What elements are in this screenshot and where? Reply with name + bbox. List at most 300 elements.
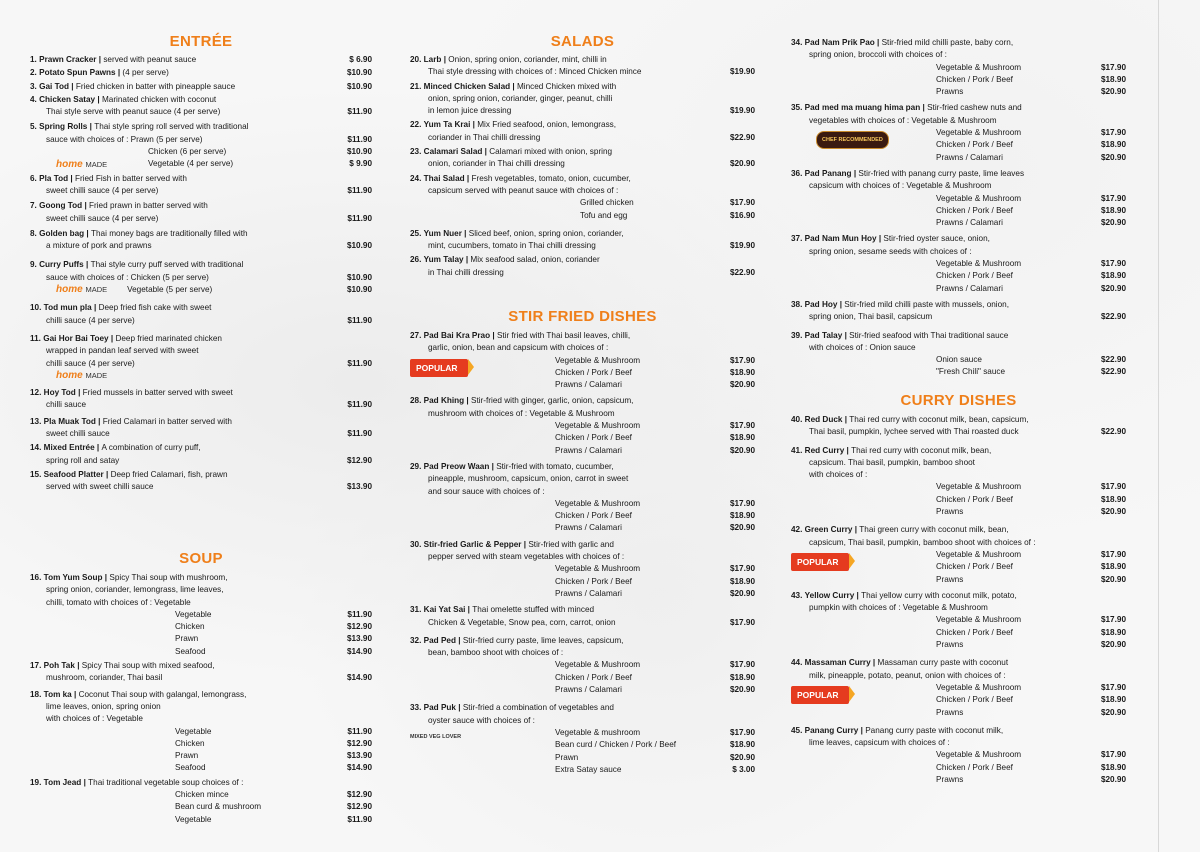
option-row (791, 707, 1126, 719)
entree-list (30, 54, 372, 494)
menu-item-description: capsicum served with peanut sauce with choices of : (428, 185, 619, 195)
option-price: $20.90 (1100, 283, 1126, 293)
menu-item-line (30, 259, 372, 271)
menu-item-name: Yum Talay (423, 255, 464, 265)
menu-item-desc (30, 94, 372, 106)
menu-item-number: 20. (410, 55, 422, 64)
menu-item-name: Seafood Platter (43, 469, 104, 479)
menu-item-line (410, 54, 755, 66)
menu-item-line (30, 106, 372, 118)
menu-item-options (791, 749, 1126, 786)
menu-item-options (410, 563, 755, 600)
option-row (30, 284, 372, 296)
option-price: $17.90 (1100, 193, 1126, 203)
menu-item-price: $14.90 (346, 673, 372, 683)
menu-item-name: Mixed Entrée (43, 443, 95, 453)
menu-item-price: $10.90 (346, 272, 372, 282)
menu-item-price: $12.90 (346, 455, 372, 465)
option-row (410, 764, 755, 776)
menu-item-line (30, 689, 372, 701)
menu-item-desc (30, 121, 372, 133)
option-label: Vegetable & mushroom (555, 727, 641, 737)
separator: | (842, 415, 850, 424)
menu-item-name: Massaman Curry (804, 658, 871, 668)
option-row (791, 62, 1126, 74)
option-row (30, 726, 372, 738)
menu-item-line (410, 647, 755, 659)
menu-item-line (410, 395, 755, 407)
homemade-script: home (56, 284, 83, 296)
separator: | (103, 469, 111, 479)
chef-recommended-badge: CHEF RECOMMENDED (816, 131, 889, 149)
option-price: $11.90 (347, 814, 372, 824)
curry-heading: CURRY DISHES (900, 392, 1017, 409)
option-price: $13.90 (346, 634, 372, 644)
menu-item (30, 387, 372, 412)
menu-item-line (30, 81, 372, 93)
menu-item (791, 524, 1126, 585)
menu-item-number: 7. (30, 201, 37, 211)
menu-item-options (791, 354, 1126, 379)
menu-item-name: Gai Tod (39, 81, 69, 91)
option-row (410, 659, 755, 671)
menu-item-name: Gai Hor Bai Toey (43, 333, 109, 343)
option-label: Vegetable (175, 726, 212, 736)
menu-item-description: Sliced beef, onion, spring onion, coriander, (468, 228, 624, 238)
option-row (791, 205, 1126, 217)
menu-item (30, 173, 372, 198)
menu-item-options (791, 193, 1126, 230)
menu-item-description: Coconut Thai soup with galangal, lemongrass, (78, 689, 247, 699)
menu-item-name: Spring Rolls (39, 122, 88, 132)
menu-item-line (410, 342, 755, 354)
option-row (791, 152, 1126, 164)
separator: | (455, 635, 463, 645)
menu-item-desc (410, 228, 755, 240)
option-row (410, 420, 755, 432)
menu-item (30, 777, 372, 826)
menu-item-desc (410, 635, 755, 647)
menu-item-number: 10. (30, 303, 42, 313)
menu-item-desc (791, 725, 1126, 737)
menu-item-line (30, 134, 372, 146)
menu-item-line (30, 442, 372, 454)
menu-item-number: 25. (410, 228, 422, 238)
menu-item-line (791, 725, 1126, 737)
menu-item-price: $11.90 (347, 400, 372, 410)
menu-item-description: Deep fried fish cake with sweet (98, 303, 212, 313)
menu-item-number: 24. (410, 173, 422, 183)
menu-item-line (410, 105, 755, 117)
menu-item-description: with choices of : Vegetable (46, 714, 143, 724)
menu-item-line (410, 93, 755, 105)
menu-item-number: 13. (30, 416, 42, 426)
option-label: Vegetable & Mushroom (936, 750, 1022, 760)
menu-item-name: Pad Puk (423, 703, 456, 713)
menu-item-line (30, 660, 372, 672)
menu-item-description: Stir-fried mild chilli paste with mussels, onion, (844, 299, 1009, 309)
option-row (30, 158, 372, 170)
separator: | (95, 416, 103, 426)
menu-item-line (410, 158, 755, 170)
entree-heading: ENTRÉE (169, 33, 233, 50)
menu-item (30, 228, 372, 253)
menu-item-line (30, 272, 372, 284)
menu-item-number: 8. (30, 228, 37, 238)
menu-item-description: Thai yellow curry with coconut milk, potato, (861, 590, 1017, 600)
menu-item-price: $11.90 (347, 429, 372, 439)
option-price: $18.90 (1100, 695, 1126, 705)
menu-item-desc (791, 524, 1126, 536)
homemade-suffix: MADE (85, 285, 108, 295)
salads-heading: SALADS (550, 33, 615, 50)
menu-item (410, 81, 755, 118)
menu-item-description: chilli, tomato with choices of : Vegetable (46, 597, 191, 607)
soup-list (30, 572, 372, 826)
menu-item-desc (410, 119, 755, 131)
option-label: Onion sauce (936, 355, 982, 365)
menu-item-number: 39. (791, 330, 803, 340)
menu-item-number: 35. (791, 103, 803, 113)
menu-item-number: 40. (791, 415, 803, 424)
popular-badge: POPULAR (791, 553, 849, 571)
option-row (410, 588, 755, 600)
option-price: $18.90 (729, 511, 755, 521)
menu-item-description: chilli sauce (4 per serve) (46, 358, 135, 368)
menu-item-desc (791, 445, 1126, 457)
menu-item-name: Curry Puffs (39, 260, 84, 270)
menu-item-options (791, 682, 1126, 719)
option-label: Grilled chicken (580, 198, 634, 208)
option-row (410, 379, 755, 391)
option-label: Vegetable (5 per serve) (127, 285, 213, 295)
option-price: $17.90 (1100, 615, 1126, 625)
option-label: Vegetable & Mushroom (936, 482, 1022, 492)
menu-item-options (410, 727, 755, 776)
menu-item-options (30, 789, 372, 826)
option-label: Chicken / Pork / Beef (936, 205, 1013, 215)
option-label: Prawns (936, 574, 964, 584)
menu-item-name: Pad Talay (804, 330, 843, 340)
option-row (410, 727, 755, 739)
option-price: $17.90 (1100, 482, 1126, 492)
menu-item-number: 1. (30, 55, 37, 64)
menu-item-number: 2. (30, 68, 37, 78)
option-label: Bean curd / Chicken / Pork / Beef (555, 740, 677, 750)
menu-item-number: 5. (30, 122, 37, 132)
menu-item-line (30, 240, 372, 252)
menu-item-description: Fried mussels in batter served with sweet (82, 388, 233, 398)
separator: | (465, 605, 473, 615)
menu-item-name: Yum Ta Krai (423, 120, 471, 130)
menu-item-line (791, 168, 1126, 180)
menu-item-line (30, 67, 372, 79)
option-row (791, 614, 1126, 626)
option-label: Chicken / Pork / Beef (936, 140, 1013, 150)
menu-item-desc (30, 67, 340, 79)
menu-item-line (30, 121, 372, 133)
option-row (791, 74, 1126, 86)
option-label: Prawn (175, 751, 199, 761)
option-label: Prawns / Calamari (936, 218, 1003, 228)
menu-item-desc (410, 702, 755, 714)
option-row (30, 750, 372, 762)
option-label: Chicken / Pork / Beef (555, 511, 632, 521)
option-price: $17.90 (1100, 62, 1126, 72)
menu-item-line (410, 173, 755, 185)
option-price: $20.90 (1100, 775, 1126, 785)
option-row (791, 749, 1126, 761)
option-price: $17.90 (1100, 750, 1126, 760)
menu-item (30, 121, 372, 170)
menu-item-options (30, 726, 372, 775)
option-row (410, 522, 755, 534)
menu-item-desc (410, 254, 755, 266)
menu-item-description: with choices of : (809, 470, 868, 480)
menu-item-line (791, 445, 1126, 457)
menu-item (410, 54, 755, 79)
menu-item-description: Massaman curry paste with coconut (877, 658, 1009, 668)
menu-item-description: Stir-fried oyster sauce, onion, (883, 234, 990, 244)
menu-item-description: sweet chilli sauce (46, 429, 110, 439)
option-label: Chicken / Pork / Beef (936, 494, 1013, 504)
menu-item-price: $22.90 (1100, 427, 1126, 437)
menu-item-number: 27. (410, 331, 422, 340)
menu-item-description: Stir-fried with panang curry paste, lime leaves (858, 168, 1025, 178)
option-price: $12.90 (346, 622, 372, 632)
menu-item-description: Thai red curry with coconut milk, bean, capsicum, (849, 415, 1029, 424)
menu-item (30, 81, 372, 93)
option-price: $17.90 (729, 355, 755, 365)
menu-item-number: 18. (30, 689, 42, 699)
menu-item-name: Larb (423, 55, 442, 64)
menu-item-name: Potato Spun Pawns (39, 68, 116, 78)
menu-item-options (410, 197, 755, 222)
menu-item-line (791, 590, 1126, 602)
option-price: $17.90 (729, 421, 755, 431)
menu-item (410, 228, 755, 253)
menu-item-line (410, 267, 755, 279)
option-price: $17.90 (729, 660, 755, 670)
menu-item-price: $20.90 (729, 159, 755, 169)
option-price: $18.90 (1100, 762, 1126, 772)
menu-item-number: 31. (410, 605, 422, 615)
menu-item-price: $10.90 (346, 241, 372, 251)
menu-item (410, 461, 755, 535)
separator: | (837, 299, 845, 309)
menu-item-line (791, 426, 1126, 438)
option-row (791, 258, 1126, 270)
menu-item-price: $11.90 (347, 185, 372, 195)
option-label: Vegetable (4 per serve) (148, 159, 234, 169)
option-label: Prawns / Calamari (555, 523, 622, 533)
option-label: Prawns (936, 707, 964, 717)
menu-item-description: pineapple, mushroom, capsicum, onion, carrot in sweet (428, 474, 629, 484)
menu-item-price: $17.90 (729, 617, 755, 627)
option-label: Seafood (175, 646, 206, 656)
menu-item-name: Hoy Tod (43, 388, 76, 398)
menu-item (410, 539, 755, 600)
menu-item-number: 43. (791, 590, 803, 600)
menu-item-name: Prawn Cracker (39, 55, 97, 64)
menu-item-desc (410, 395, 755, 407)
option-price: $18.90 (1100, 205, 1126, 215)
menu-item-number: 29. (410, 461, 422, 471)
menu-item-number: 42. (791, 525, 803, 535)
menu-item-line (791, 537, 1126, 549)
menu-item-desc (30, 173, 372, 185)
menu-item-name: Minced Chicken Salad (423, 81, 511, 91)
menu-item-line (410, 81, 755, 93)
menu-item-line (410, 715, 755, 727)
option-row (30, 609, 372, 621)
stir-fried-list-continued (791, 37, 1126, 379)
menu-item-number: 23. (410, 147, 422, 157)
option-label: Vegetable & Mushroom (936, 615, 1022, 625)
option-row (791, 494, 1126, 506)
menu-item-description: sweet chilli sauce (4 per serve) (46, 185, 159, 195)
menu-item-number: 34. (791, 38, 803, 47)
option-price: $18.90 (729, 433, 755, 443)
option-price: $14.90 (346, 763, 372, 773)
menu-item-name: Panang Curry (804, 725, 859, 735)
menu-item (410, 702, 755, 776)
separator: | (844, 445, 852, 455)
menu-item-description: wrapped in pandan leaf served with sweet (46, 346, 199, 356)
menu-item-options (791, 549, 1126, 586)
menu-item-number: 16. (30, 573, 42, 582)
menu-item-line (791, 524, 1126, 536)
menu-item-line (791, 246, 1126, 258)
menu-item-line (30, 54, 372, 66)
menu-item-line (410, 254, 755, 266)
menu-item-line (410, 635, 755, 647)
menu-item-number: 44. (791, 658, 803, 668)
option-row (410, 752, 755, 764)
menu-item-line (791, 102, 1126, 114)
menu-item-name: Pad Bai Kra Prao (423, 331, 491, 340)
menu-item-line (30, 481, 372, 493)
menu-item-description: sweet chilli sauce (4 per serve) (46, 213, 159, 223)
option-label: Chicken / Pork / Beef (555, 672, 632, 682)
option-label: Chicken (175, 738, 205, 748)
menu-item-desc (791, 233, 1126, 245)
separator: | (521, 539, 529, 549)
menu-item-desc (30, 259, 372, 271)
menu-item-description: mint, cucumbers, tomato in Thai chilli dressing (428, 241, 596, 251)
menu-item-line (30, 455, 372, 467)
menu-item-options (791, 127, 1126, 164)
menu-item-name: Goong Tod (39, 201, 83, 211)
menu-item-number: 19. (30, 777, 42, 787)
menu-item-options (791, 481, 1126, 518)
separator: | (461, 228, 469, 238)
separator: | (851, 168, 859, 178)
option-label: Prawn (175, 634, 199, 644)
option-price: $20.90 (729, 523, 755, 533)
menu-item (791, 414, 1126, 439)
option-price: $17.90 (729, 198, 755, 208)
menu-item-desc (410, 539, 755, 551)
menu-item-description: Thai style serve with peanut sauce (4 per serve) (46, 107, 221, 117)
menu-item (791, 37, 1126, 98)
option-label: Chicken mince (175, 790, 229, 800)
menu-item-line (30, 173, 372, 185)
option-row (791, 366, 1126, 378)
menu-item-desc (30, 387, 372, 399)
option-row (791, 193, 1126, 205)
menu-item-description: oyster sauce with choices of : (428, 715, 535, 725)
separator: | (91, 303, 99, 313)
menu-item-line (791, 299, 1126, 311)
menu-item-description: chilli sauce (46, 400, 87, 410)
menu-item-desc (30, 54, 340, 66)
menu-item-price: $22.90 (729, 267, 755, 277)
menu-item-description: coriander in Thai chilli dressing (428, 132, 541, 142)
separator: | (920, 103, 928, 113)
menu-item-number: 33. (410, 703, 422, 713)
menu-item-name: Pad Preow Waan (423, 461, 490, 471)
menu-item-description: Thai omelette stuffed with minced (472, 605, 595, 615)
menu-item-name: Green Curry (804, 525, 853, 535)
option-row (791, 354, 1126, 366)
menu-item-name: Tom Jead (43, 777, 82, 787)
option-label: Chicken / Pork / Beef (936, 562, 1013, 572)
menu-item-price: $22.90 (1100, 312, 1126, 322)
menu-item-number: 15. (30, 469, 42, 479)
separator: | (510, 81, 517, 91)
menu-item (791, 102, 1126, 163)
menu-item-options (410, 659, 755, 696)
option-price: $18.90 (1100, 562, 1126, 572)
menu-item-line (30, 345, 372, 357)
menu-item-desc (30, 660, 372, 672)
menu-item-line (30, 185, 372, 197)
menu-item-line (30, 713, 372, 725)
menu-item-line (30, 469, 372, 481)
option-price: $18.90 (1100, 271, 1126, 281)
menu-item-name: Pla Tod (39, 173, 69, 183)
separator: | (490, 331, 497, 340)
menu-item (30, 689, 372, 775)
menu-item-description: Thai money bags are traditionally filled with (91, 228, 248, 238)
menu-item-name: Pla Muak Tod (43, 416, 96, 426)
menu-item-description: Thai style curry puff served with traditional (90, 260, 244, 270)
menu-item-line (410, 330, 755, 342)
menu-item-line (410, 66, 755, 78)
menu-item-desc (791, 37, 1126, 49)
menu-item-line (791, 49, 1126, 61)
option-label: Chicken / Pork / Beef (555, 367, 632, 377)
menu-item-price: $10.90 (346, 81, 372, 91)
menu-item-line (30, 213, 372, 225)
menu-item-line (30, 428, 372, 440)
menu-item-description: spring onion, broccoli with choices of : (809, 50, 947, 60)
menu-item-description: lime leaves, capsicum with choices of : (809, 738, 950, 748)
menu-item-desc (410, 146, 755, 158)
menu-item-description: Calamari mixed with onion, spring (489, 147, 613, 157)
menu-item-number: 22. (410, 120, 422, 130)
option-label: Vegetable & Mushroom (555, 498, 641, 508)
option-price: $20.90 (1100, 707, 1126, 717)
menu-item-description: Spicy Thai soup with mixed seafood, (81, 661, 215, 671)
menu-item-line (410, 132, 755, 144)
separator: | (95, 94, 102, 104)
menu-item-description: chilli sauce (4 per serve) (46, 315, 135, 325)
separator: | (470, 120, 478, 130)
option-price: $20.90 (729, 752, 755, 762)
option-price: $12.90 (346, 802, 372, 812)
